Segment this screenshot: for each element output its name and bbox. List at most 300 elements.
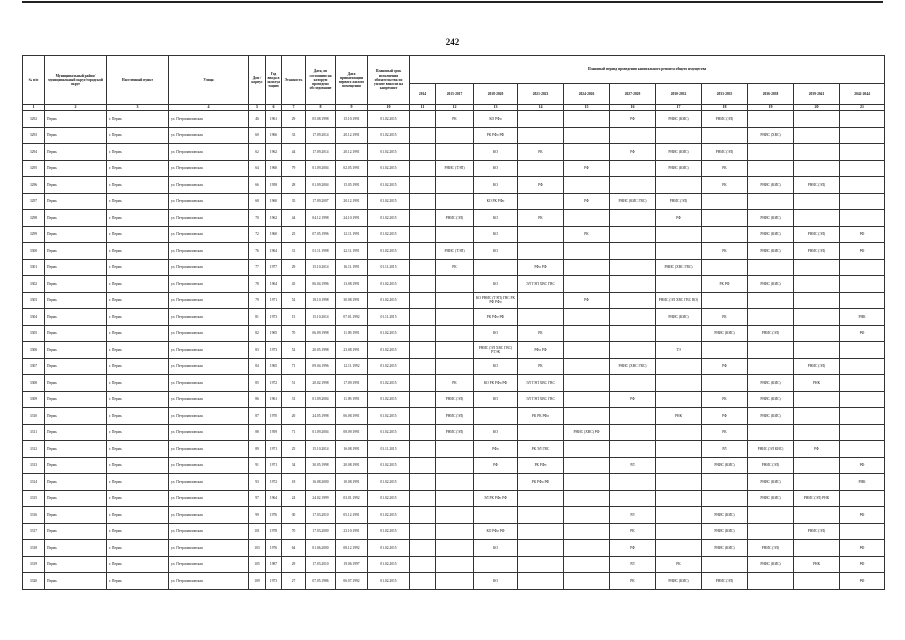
cell-deadline: 01.02.2015 — [368, 325, 410, 342]
column-number: 11 — [410, 105, 436, 111]
cell-locality: г. Пермь — [107, 342, 169, 359]
header-period: 2039-2041 — [794, 84, 840, 105]
cell-street: ул. Петропавловская — [169, 292, 249, 309]
cell-period — [410, 391, 436, 408]
cell-floors: 31 — [282, 391, 306, 408]
cell-period: РК ЭЛ ГВС — [518, 441, 564, 458]
cell-period — [410, 424, 436, 441]
column-number: 12 — [436, 105, 474, 111]
cell-municipality: Пермь — [45, 391, 107, 408]
cell-period — [794, 160, 840, 177]
cell-period: РФ — [840, 573, 885, 590]
cell-period — [610, 210, 656, 227]
cell-period: РНК — [794, 375, 840, 392]
cell-period: КО — [474, 210, 518, 227]
cell-floors: 44 — [282, 144, 306, 161]
table-row — [23, 424, 885, 441]
cell-locality: г. Пермь — [107, 358, 169, 375]
cell-privatization-date: 11.09.1991 — [336, 325, 368, 342]
cell-municipality: Пермь — [45, 111, 107, 128]
cell-locality: г. Пермь — [107, 325, 169, 342]
cell-deadline: 01.02.2015 — [368, 144, 410, 161]
cell-locality: г. Пермь — [107, 160, 169, 177]
table-row — [23, 309, 885, 326]
cell-period: РНИС (КИС) — [748, 276, 794, 293]
cell-period — [794, 127, 840, 144]
cell-survey-date: 15.10.2014 — [306, 309, 336, 326]
cell-deadline: 01.02.2015 — [368, 276, 410, 293]
cell-deadline: 01.02.2015 — [368, 540, 410, 557]
cell-period: РНИС (КИС) — [748, 210, 794, 227]
cell-period — [794, 342, 840, 359]
cell-period: РНИС (КИС) — [748, 408, 794, 425]
cell-period: РК — [702, 177, 748, 194]
cell-locality: г. Пермь — [107, 457, 169, 474]
cell-deadline: 01.02.2015 — [368, 490, 410, 507]
cell-period — [410, 276, 436, 293]
cell-period — [436, 573, 474, 590]
cell-street: ул. Петропавловская — [169, 193, 249, 210]
table-row — [23, 375, 885, 392]
cell-floors: 15 — [282, 309, 306, 326]
cell-period — [610, 325, 656, 342]
cell-floors: 51 — [282, 375, 306, 392]
cell-survey-date: 18.10.1998 — [306, 292, 336, 309]
cell-locality: г. Пермь — [107, 111, 169, 128]
cell-period — [410, 490, 436, 507]
header-house: Дом / корпус — [249, 56, 266, 105]
cell-house: 86 — [249, 391, 266, 408]
cell-period: РНИС (КИС) — [748, 474, 794, 491]
cell-period: РК РФо РФ — [518, 474, 564, 491]
cell-deadline: 01.02.2015 — [368, 111, 410, 128]
cell-deadline: 01.11.2015 — [368, 441, 410, 458]
cell-period — [474, 507, 518, 524]
cell-period: РНИС (ЭЛ) — [794, 226, 840, 243]
cell-street: ул. Петропавловская — [169, 342, 249, 359]
cell-num: 3305 — [23, 325, 45, 342]
cell-period: РНИС (КИС ГВС) — [610, 193, 656, 210]
cell-period: РНИС (ЭЛ) — [656, 193, 702, 210]
cell-house: 60 — [249, 127, 266, 144]
table-row — [23, 457, 885, 474]
cell-period: РФ — [840, 226, 885, 243]
cell-floors: 31 — [282, 243, 306, 260]
cell-num: 3296 — [23, 177, 45, 194]
cell-period: РФ — [610, 144, 656, 161]
cell-period: РФ — [702, 358, 748, 375]
cell-period — [474, 259, 518, 276]
cell-num: 3317 — [23, 523, 45, 540]
cell-period — [748, 193, 794, 210]
cell-survey-date: 24.02.1999 — [306, 490, 336, 507]
cell-house: 62 — [249, 144, 266, 161]
cell-survey-date: 17.03.2000 — [306, 523, 336, 540]
cell-period: РК РФ — [702, 276, 748, 293]
cell-period: РК — [702, 160, 748, 177]
cell-survey-date: 05.08.1998 — [306, 111, 336, 128]
cell-year: 1964 — [266, 243, 282, 260]
cell-period: РНИС (КИС) — [656, 573, 702, 590]
cell-year: 1973 — [266, 342, 282, 359]
cell-period: РФо РФ — [518, 342, 564, 359]
cell-floors: 29 — [282, 556, 306, 573]
cell-period — [436, 457, 474, 474]
table-row — [23, 358, 885, 375]
cell-privatization-date: 22.11.1991 — [336, 243, 368, 260]
cell-privatization-date: 23.08.1991 — [336, 342, 368, 359]
cell-period — [748, 160, 794, 177]
cell-period — [474, 474, 518, 491]
cell-num: 3306 — [23, 342, 45, 359]
cell-floors: 64 — [282, 540, 306, 557]
cell-house: 66 — [249, 177, 266, 194]
cell-year: 1961 — [266, 111, 282, 128]
cell-locality: г. Пермь — [107, 424, 169, 441]
cell-locality: г. Пермь — [107, 276, 169, 293]
cell-year: 1970 — [266, 408, 282, 425]
cell-period: КО РНИС (ТЭП) ГВС РК РФ РФо — [474, 292, 518, 309]
cell-street: ул. Петропавловская — [169, 408, 249, 425]
cell-period: КО — [474, 424, 518, 441]
cell-period: РНИС (ХВС ГВС) — [656, 259, 702, 276]
cell-municipality: Пермь — [45, 490, 107, 507]
cell-period — [410, 474, 436, 491]
cell-locality: г. Пермь — [107, 226, 169, 243]
cell-survey-date: 06.04.1996 — [306, 276, 336, 293]
cell-house: 79 — [249, 292, 266, 309]
cell-period — [410, 325, 436, 342]
cell-period — [564, 573, 610, 590]
cell-house: 84 — [249, 358, 266, 375]
cell-locality: г. Пермь — [107, 177, 169, 194]
cell-num: 3300 — [23, 243, 45, 260]
cell-period — [518, 193, 564, 210]
cell-period: РНИС (ЭЛ КИС) — [748, 441, 794, 458]
cell-period: РК — [656, 556, 702, 573]
cell-period — [564, 111, 610, 128]
header-period: 2021-2023 — [518, 84, 564, 105]
table-row — [23, 127, 885, 144]
cell-year: 1966 — [266, 127, 282, 144]
table-row — [23, 523, 885, 540]
cell-locality: г. Пермь — [107, 243, 169, 260]
table-row — [23, 226, 885, 243]
cell-street: ул. Петропавловская — [169, 358, 249, 375]
cell-period — [436, 540, 474, 557]
cell-floors: 29 — [282, 111, 306, 128]
cell-period — [564, 276, 610, 293]
cell-period — [748, 292, 794, 309]
cell-floors: 70 — [282, 523, 306, 540]
cell-period: РНИС (ЭЛ) — [794, 358, 840, 375]
cell-period — [794, 391, 840, 408]
cell-survey-date: 17.09.2014 — [306, 144, 336, 161]
cell-period — [748, 144, 794, 161]
cell-floors: 25 — [282, 441, 306, 458]
cell-year: 1964 — [266, 276, 282, 293]
header-survey-date: Дата, по состоянию на которую проведено обследование — [306, 56, 336, 105]
cell-survey-date: 01.06.2000 — [306, 540, 336, 557]
cell-year: 1962 — [266, 210, 282, 227]
cell-street: ул. Петропавловская — [169, 375, 249, 392]
cell-period — [840, 408, 885, 425]
cell-period — [656, 424, 702, 441]
cell-period — [656, 177, 702, 194]
cell-floors: 45 — [282, 276, 306, 293]
cell-num: 3320 — [23, 573, 45, 590]
cell-period — [840, 127, 885, 144]
cell-year: 1978 — [266, 523, 282, 540]
cell-period — [748, 573, 794, 590]
header-period: 2018-2020 — [474, 84, 518, 105]
cell-num: 3308 — [23, 375, 45, 392]
cell-period — [702, 342, 748, 359]
cell-period: КО РФо РФ — [474, 523, 518, 540]
cell-period — [840, 144, 885, 161]
cell-period — [794, 573, 840, 590]
cell-municipality: Пермь — [45, 226, 107, 243]
cell-period: ЭЛ ТЭП ХВС ГВС — [518, 391, 564, 408]
cell-period: РНИС (КИС) — [702, 523, 748, 540]
cell-period: РНИС (ЭЛ) — [794, 243, 840, 260]
table-row — [23, 292, 885, 309]
cell-period — [564, 127, 610, 144]
cell-floors: 28 — [282, 177, 306, 194]
cell-street: ул. Петропавловская — [169, 259, 249, 276]
cell-privatization-date: 11.09.1991 — [336, 391, 368, 408]
cell-period — [610, 441, 656, 458]
cell-period: ТЭ — [656, 342, 702, 359]
cell-floors: 52 — [282, 292, 306, 309]
cell-period — [840, 523, 885, 540]
cell-period — [794, 457, 840, 474]
cell-period — [410, 342, 436, 359]
column-number: 6 — [266, 105, 282, 111]
cell-period: РФ — [840, 540, 885, 557]
table-row — [23, 111, 885, 128]
cell-street: ул. Петропавловская — [169, 177, 249, 194]
cell-street: ул. Петропавловская — [169, 490, 249, 507]
cell-street: ул. Петропавловская — [169, 243, 249, 260]
cell-num: 3314 — [23, 474, 45, 491]
cell-privatization-date: 15.05.1991 — [336, 177, 368, 194]
cell-period: РНИС (ЭЛ) — [436, 210, 474, 227]
cell-period: РНИС (КИС) — [702, 457, 748, 474]
cell-house: 93 — [249, 474, 266, 491]
column-number: 15 — [564, 105, 610, 111]
cell-period — [610, 160, 656, 177]
cell-period — [564, 342, 610, 359]
cell-period: РНИС (ТЭП) — [436, 243, 474, 260]
cell-street: ул. Петропавловская — [169, 424, 249, 441]
cell-period: РНК — [656, 408, 702, 425]
cell-privatization-date: 16.08.1991 — [336, 441, 368, 458]
cell-privatization-date: 20.08.1991 — [336, 457, 368, 474]
cell-survey-date: 04.12.1998 — [306, 210, 336, 227]
cell-survey-date: 07.05.1986 — [306, 573, 336, 590]
cell-privatization-date: 03.01.1992 — [336, 490, 368, 507]
cell-survey-date: 17.03.2010 — [306, 556, 336, 573]
cell-year: 1973 — [266, 573, 282, 590]
cell-period — [840, 441, 885, 458]
cell-period: РНИС (КИС) — [702, 507, 748, 524]
cell-year: 1987 — [266, 556, 282, 573]
cell-period — [410, 573, 436, 590]
cell-street: ул. Петропавловская — [169, 210, 249, 227]
cell-privatization-date: 08.09.1991 — [336, 424, 368, 441]
cell-num: 3309 — [23, 391, 45, 408]
column-number: 16 — [610, 105, 656, 111]
cell-period — [748, 424, 794, 441]
cell-period — [518, 556, 564, 573]
cell-survey-date: 01.09.2004 — [306, 177, 336, 194]
cell-period — [436, 177, 474, 194]
column-number: 14 — [518, 105, 564, 111]
cell-num: 3316 — [23, 507, 45, 524]
cell-period — [610, 243, 656, 260]
cell-municipality: Пермь — [45, 292, 107, 309]
cell-period — [656, 127, 702, 144]
cell-period: РНИС (КИС) — [702, 540, 748, 557]
cell-period: РНИС (ХВС ГВС) — [610, 358, 656, 375]
cell-period — [564, 490, 610, 507]
cell-period: РК — [518, 210, 564, 227]
cell-house: 97 — [249, 490, 266, 507]
cell-privatization-date: 24.10.1991 — [336, 210, 368, 227]
cell-locality: г. Пермь — [107, 259, 169, 276]
cell-period — [410, 375, 436, 392]
cell-locality: г. Пермь — [107, 490, 169, 507]
cell-period — [702, 474, 748, 491]
cell-period: РНИС (КИС) — [748, 375, 794, 392]
cell-period — [610, 490, 656, 507]
column-number: 8 — [306, 105, 336, 111]
cell-street: ул. Петропавловская — [169, 556, 249, 573]
cell-period: РК — [610, 523, 656, 540]
cell-period: РНИС (КИС) — [656, 160, 702, 177]
cell-period — [518, 127, 564, 144]
cell-period: РЛ — [610, 507, 656, 524]
cell-period: РНИС (ХВС) РФ — [564, 424, 610, 441]
cell-privatization-date: 15.10.1991 — [336, 111, 368, 128]
cell-period — [564, 259, 610, 276]
cell-period — [564, 243, 610, 260]
cell-period — [410, 556, 436, 573]
cell-period: РНИС (КИС) — [748, 226, 794, 243]
cell-period — [564, 358, 610, 375]
cell-locality: г. Пермь — [107, 573, 169, 590]
cell-period — [518, 573, 564, 590]
cell-deadline: 01.02.2015 — [368, 424, 410, 441]
cell-period — [518, 490, 564, 507]
cell-house: 89 — [249, 441, 266, 458]
table-row — [23, 144, 885, 161]
column-number: 18 — [702, 105, 748, 111]
cell-floors: 29 — [282, 259, 306, 276]
cell-period: РК — [436, 259, 474, 276]
cell-period — [656, 507, 702, 524]
cell-period — [518, 243, 564, 260]
page-number: 242 — [445, 37, 460, 47]
cell-privatization-date: 20.12.1991 — [336, 127, 368, 144]
cell-num: 3319 — [23, 556, 45, 573]
cell-period — [564, 540, 610, 557]
cell-period — [794, 540, 840, 557]
cell-house: 81 — [249, 309, 266, 326]
cell-locality: г. Пермь — [107, 309, 169, 326]
cell-period: РК — [702, 424, 748, 441]
column-number: 21 — [840, 105, 885, 111]
cell-num: 3318 — [23, 540, 45, 557]
cell-period: РФ — [564, 160, 610, 177]
cell-survey-date: 16.08.2000 — [306, 474, 336, 491]
cell-street: ул. Петропавловская — [169, 507, 249, 524]
cell-year: 1971 — [266, 441, 282, 458]
cell-floors: 35 — [282, 193, 306, 210]
cell-num: 3292 — [23, 111, 45, 128]
cell-period — [610, 309, 656, 326]
cell-period: РНИС (ЭЛ) — [436, 424, 474, 441]
cell-period — [840, 259, 885, 276]
cell-period — [656, 523, 702, 540]
cell-deadline: 01.02.2015 — [368, 375, 410, 392]
table-row — [23, 540, 885, 557]
cell-period — [794, 408, 840, 425]
cell-municipality: Пермь — [45, 276, 107, 293]
table-row — [23, 243, 885, 260]
cell-year: 1958 — [266, 177, 282, 194]
cell-survey-date: 17.09.2007 — [306, 193, 336, 210]
cell-period — [840, 292, 885, 309]
cell-deadline: 01.02.2015 — [368, 342, 410, 359]
cell-privatization-date: 06.08.1991 — [336, 408, 368, 425]
cell-year: 1960 — [266, 193, 282, 210]
cell-period: РНИС (ЭЛ) — [702, 573, 748, 590]
cell-privatization-date: 06.07.1992 — [336, 573, 368, 590]
cell-locality: г. Пермь — [107, 391, 169, 408]
cell-period — [436, 441, 474, 458]
cell-period: РНИС (КИС) — [656, 309, 702, 326]
cell-num: 3298 — [23, 210, 45, 227]
cell-period: РНИС (ЭЛ) — [748, 457, 794, 474]
cell-street: ул. Петропавловская — [169, 127, 249, 144]
cell-privatization-date: 20.12.1991 — [336, 144, 368, 161]
cell-floors: 34 — [282, 457, 306, 474]
header-num: № п/п — [23, 56, 45, 105]
cell-period: РНИС (ЭЛ) РНК — [794, 490, 840, 507]
cell-privatization-date: 23.10.1991 — [336, 523, 368, 540]
cell-period: РК РК РФо — [518, 408, 564, 425]
cell-period — [656, 226, 702, 243]
cell-house: 87 — [249, 408, 266, 425]
header-period: 2033-2035 — [702, 84, 748, 105]
column-number: 2 — [45, 105, 107, 111]
header-period: 2015-2017 — [436, 84, 474, 105]
cell-locality: г. Пермь — [107, 523, 169, 540]
header-locality: Населенный пункт — [107, 56, 169, 105]
cell-period — [410, 177, 436, 194]
table-row — [23, 342, 885, 359]
cell-survey-date: 20.05.1998 — [306, 342, 336, 359]
cell-num: 3304 — [23, 309, 45, 326]
cell-period — [610, 276, 656, 293]
cell-year: 1965 — [266, 325, 282, 342]
cell-survey-date: 07.05.1996 — [306, 226, 336, 243]
cell-floors: 25 — [282, 226, 306, 243]
cell-municipality: Пермь — [45, 424, 107, 441]
cell-floors: 27 — [282, 573, 306, 590]
